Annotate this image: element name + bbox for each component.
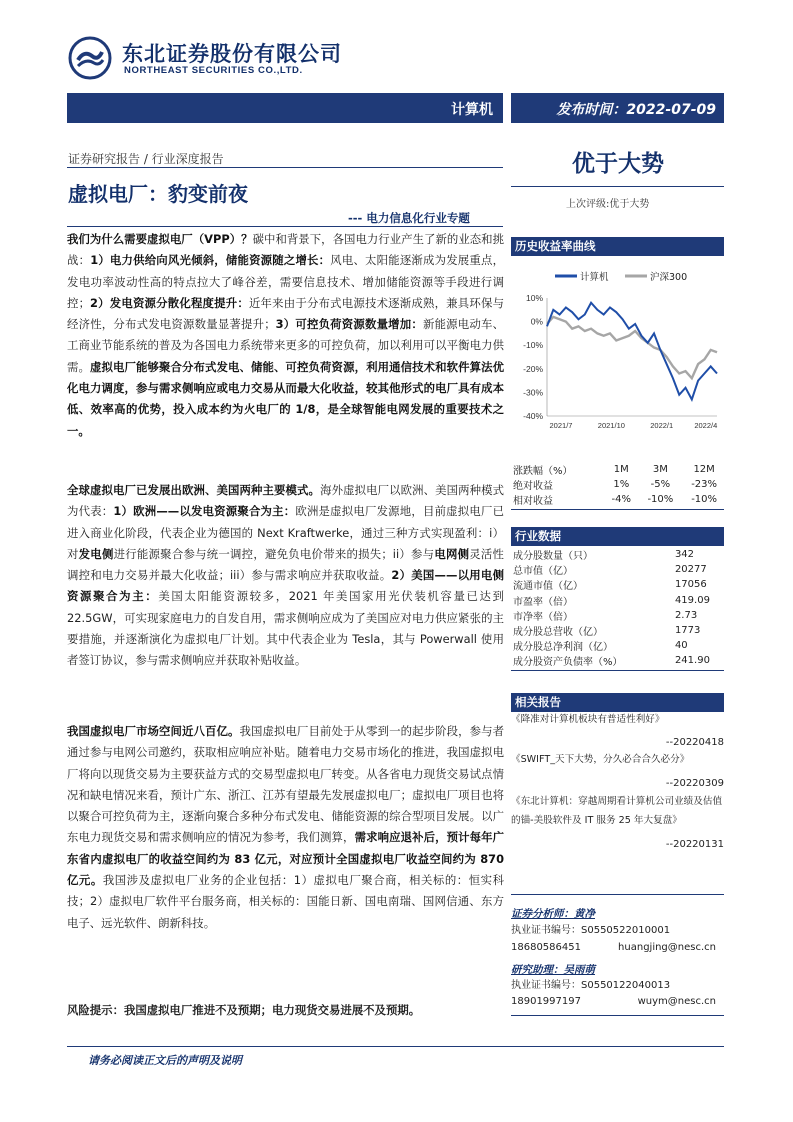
analyst-cert: 执业证书编号：S0550522010001 bbox=[511, 925, 671, 936]
divider bbox=[511, 1015, 724, 1016]
assistant-contact bbox=[511, 993, 724, 1010]
report-type: 证券研究报告 / 行业深度报告 bbox=[68, 152, 224, 166]
industry-metric-label: 成分股数量（只） bbox=[513, 551, 593, 563]
table-cell: 相对收益 bbox=[513, 496, 553, 507]
related-report-date: --20220309 bbox=[665, 778, 724, 789]
related-report-date: --20220131 bbox=[665, 839, 724, 850]
industry-metric-value: 419.09 bbox=[674, 594, 710, 606]
header-band-right bbox=[511, 93, 724, 123]
analyst-phone: 18680586451 bbox=[511, 942, 581, 953]
body-text: 我国虚拟电厂目前处于从零到一的起步阶段，参与者通过参与电网公司邀约，获取相应响应补贴。随着电力交易市场化的推进，我国虚拟电厂将向以现货交易为主要获益方式的交易型虚拟电厂转变。从各省电力现货交易试点情况和缺电情况来看，预计广东、浙江、江苏有望最先发展虚拟电厂；虚拟电厂项目也将以聚合可控负荷为主，逐渐向聚合多种分布式发电、储能资源的综合型项目发展。以广东电力现货交易和需求侧响应的情况为参考，我们测算， bbox=[67, 724, 504, 845]
sector-label: 计算机 bbox=[451, 102, 493, 118]
company-name-en: NORTHEAST SECURITIES CO.,LTD. bbox=[124, 65, 303, 76]
industry-metric-label: 成分股总营收（亿） bbox=[513, 627, 603, 639]
industry-metric-value: 1773 bbox=[674, 625, 701, 637]
table-cell: -10% bbox=[647, 494, 674, 505]
table-row bbox=[511, 577, 724, 592]
series-line-computer bbox=[547, 303, 717, 400]
industry-metric-label: 总市值（亿） bbox=[513, 566, 573, 578]
industry-metric-label: 成分股总净利润（亿） bbox=[513, 642, 613, 654]
emphasis-text: 2）美国——以用电侧资源聚合为主： bbox=[67, 568, 504, 604]
paragraph-global-models bbox=[67, 480, 504, 672]
emphasis-text: 2）发电资源分散化程度提升： bbox=[90, 295, 249, 310]
y-tick-label: 10% bbox=[525, 293, 543, 303]
related-section-header: 相关报告 bbox=[511, 693, 724, 712]
emphasis-text: 我国虚拟电厂市场空间近八百亿。 bbox=[67, 724, 240, 738]
related-report-date: --20220418 bbox=[665, 737, 724, 748]
legend-label-computer: 计算机 bbox=[580, 272, 609, 283]
table-row bbox=[511, 593, 724, 608]
assistant-label: 研究助理：吴雨萌 bbox=[511, 964, 595, 976]
table-row bbox=[511, 623, 724, 638]
body-text: 近年来由于分布式电源技术逐渐成熟，兼具环保与经济性，分布式发电资源数量显著提升； bbox=[67, 295, 504, 332]
emphasis-text: 需求响应退补后，预计每年广东省内虚拟电厂的收益空间约为 83 亿元，对应预计全国虚拟电厂收益空间约为 870 亿元。 bbox=[67, 830, 504, 888]
perf-table bbox=[511, 462, 726, 507]
footer-disclaimer[interactable]: 请务必阅读正文后的声明及说明 bbox=[88, 1054, 242, 1067]
company-name-cn: 东北证券股份有限公司 bbox=[122, 42, 342, 66]
assistant-phone: 18901997197 bbox=[511, 996, 581, 1007]
table-row bbox=[511, 638, 724, 653]
body-text: 碳中和背景下，各国电力行业产生了新的业态和挑战： bbox=[67, 232, 504, 268]
industry-metric-label: 流通市值（亿） bbox=[513, 581, 583, 593]
header-band-left bbox=[67, 93, 503, 123]
divider bbox=[67, 167, 503, 168]
industry-metric-value: 2.73 bbox=[674, 609, 698, 621]
divider bbox=[511, 894, 724, 895]
divider bbox=[67, 226, 503, 227]
industry-metric-value: 20277 bbox=[674, 564, 707, 576]
return-chart bbox=[511, 260, 724, 435]
divider bbox=[511, 509, 724, 510]
table-row bbox=[511, 562, 724, 577]
assistant-cert: 执业证书编号：S0550122040013 bbox=[511, 980, 671, 991]
analyst-contact bbox=[511, 939, 724, 956]
emphasis-text: 我们为什么需要虚拟电厂（VPP）？ bbox=[67, 232, 253, 246]
related-report-link[interactable]: 《东北计算机：穿越周期看计算机公司业绩及估值的锚-美股软件及 IT 服务 25 年大复盘》 bbox=[511, 796, 723, 826]
industry-table bbox=[511, 547, 724, 669]
y-tick-label: -30% bbox=[523, 387, 543, 398]
industry-metric-label: 市盈率（倍） bbox=[513, 596, 573, 608]
industry-metric-label: 成分股资产负债率（%） bbox=[513, 657, 623, 669]
table-row bbox=[511, 608, 724, 623]
table-row bbox=[511, 547, 724, 562]
emphasis-text: 1）电力供给向风光倾斜，储能资源随之增长： bbox=[90, 253, 331, 268]
industry-metric-value: 241.90 bbox=[674, 655, 710, 667]
risk-warning: 风险提示：我国虚拟电厂推进不及预期；电力现货交易进展不及预期。 bbox=[67, 1003, 421, 1017]
body-text: 欧洲是虚拟电厂发源地，目前虚拟电厂已进入商业化阶段，代表企业为德国的 Next Kraftwerke，通过三种方式实现盈利：i）对 bbox=[67, 504, 504, 561]
table-cell: -4% bbox=[611, 494, 632, 505]
report-subtitle: --- 电力信息化行业专题 bbox=[348, 211, 470, 225]
y-tick-label: 0% bbox=[530, 316, 543, 327]
related-report-link[interactable]: 《降准对计算机板块有普适性利好》 bbox=[511, 714, 665, 725]
y-tick-label: -20% bbox=[523, 363, 543, 374]
perf-section-header: 历史收益率曲线 bbox=[511, 237, 724, 256]
x-tick-label: 2022/1 bbox=[650, 421, 674, 430]
emphasis-text: 3）可控负荷资源数量增加： bbox=[275, 317, 423, 332]
previous-rating: 上次评级:优于大势 bbox=[566, 199, 650, 210]
industry-metric-value: 17056 bbox=[674, 579, 707, 591]
body-text: 风电、太阳能逐渐成为发展重点，发电功率波动性高的特点拉大了峰谷差，需要信息技术、增加储能资源等手段进行调控； bbox=[67, 253, 504, 310]
table-row bbox=[511, 462, 726, 477]
divider bbox=[511, 670, 724, 671]
table-cell: -5% bbox=[650, 479, 671, 490]
body-text: 灵活性调控和电力交易并最大化收益；iii）参与需求响应并获取收益。 bbox=[67, 546, 504, 583]
related-report-link[interactable]: 《SWIFT_天下大势，分久必合合久必分》 bbox=[511, 754, 690, 765]
report-title: 虚拟电厂：豹变前夜 bbox=[68, 182, 248, 206]
table-header-cell: 涨跌幅（%） bbox=[513, 466, 573, 477]
paragraph-vpp-why bbox=[67, 229, 504, 442]
x-tick-label: 2022/4 bbox=[694, 421, 718, 430]
industry-metric-label: 市净率（倍） bbox=[513, 611, 573, 623]
table-cell: -10% bbox=[691, 494, 718, 505]
body-text: 我国涉及虚拟电厂业务的企业包括：1）虚拟电厂聚合商，相关标的：恒实科技；2）虚拟电厂软件平台服务商，相关标的：国能日新、国电南瑞、国网信通、东方电子、远光软件、朗新科技。 bbox=[67, 873, 504, 930]
divider bbox=[511, 186, 724, 187]
body-text: 海外虚拟电厂以欧洲、美国两种模式为代表： bbox=[67, 483, 504, 519]
y-tick-label: -10% bbox=[523, 340, 543, 351]
table-row bbox=[511, 492, 726, 507]
table-header-cell: 3M bbox=[652, 464, 668, 475]
industry-metric-value: 342 bbox=[674, 549, 695, 561]
analyst-email[interactable]: huangjing@nesc.cn bbox=[618, 942, 716, 953]
analyst-label: 证券分析师：黄净 bbox=[511, 908, 595, 920]
body-text: 新能源电动车、工商业节能系统的普及为各国电力系统带来更多的可控负荷，加以利用可以平衡电力供需。 bbox=[67, 317, 504, 374]
industry-section-header: 行业数据 bbox=[511, 527, 724, 546]
table-cell: 绝对收益 bbox=[513, 481, 553, 492]
table-header-cell: 12M bbox=[693, 464, 715, 475]
table-row bbox=[511, 477, 726, 492]
paragraph-china-market bbox=[67, 721, 504, 934]
rating: 优于大势 bbox=[572, 151, 664, 177]
emphasis-text: 1）欧洲——以发电资源聚合为主： bbox=[113, 504, 296, 519]
body-text: 进行能源聚合参与统一调控，避免负电价带来的损失；ii）参与 bbox=[113, 546, 435, 561]
assistant-email[interactable]: wuym@nesc.cn bbox=[637, 996, 716, 1007]
legend-label-hs300: 沪深300 bbox=[650, 272, 688, 283]
table-cell: -23% bbox=[691, 479, 718, 490]
body-text: 美国太阳能资源较多，2021 年美国家用光伏装机容量已达到 22.5GW，可实现家庭电力的自发自用，需求侧响应成为了美国应对电力供应紧张的主要措施，并逐渐演化为虚拟电厂计划。其中代表企业为 Tesla，其与 Powerwall 使用者签订协议，参与需求侧响应并获取补贴收益。 bbox=[67, 589, 504, 668]
industry-metric-value: 40 bbox=[674, 640, 688, 652]
x-tick-label: 2021/10 bbox=[597, 421, 625, 430]
emphasis-text: 电网侧 bbox=[434, 546, 470, 561]
emphasis-text: 全球虚拟电厂已发展出欧洲、美国两种主要模式。 bbox=[67, 483, 321, 497]
table-header-cell: 1M bbox=[613, 464, 629, 475]
emphasis-text: 发电侧 bbox=[78, 546, 114, 561]
y-tick-label: -40% bbox=[523, 411, 543, 421]
table-row bbox=[511, 653, 724, 668]
publish-date: 发布时间：2022-07-09 bbox=[556, 102, 716, 118]
emphasis-text: 虚拟电厂能够聚合分布式发电、储能、可控负荷资源，利用通信技术和软件算法优化电力调度，参与需求侧响应或电力交易从而最大化收益，较其他形式的电厂具有成本低、效率高的优势，投入成本约为火电厂的 1/8，是全球智能电网发展的重要技术之一。 bbox=[67, 359, 504, 438]
x-tick-label: 2021/7 bbox=[549, 421, 573, 430]
footer-divider bbox=[67, 1046, 724, 1047]
company-logo bbox=[68, 36, 112, 80]
table-cell: 1% bbox=[613, 479, 630, 490]
